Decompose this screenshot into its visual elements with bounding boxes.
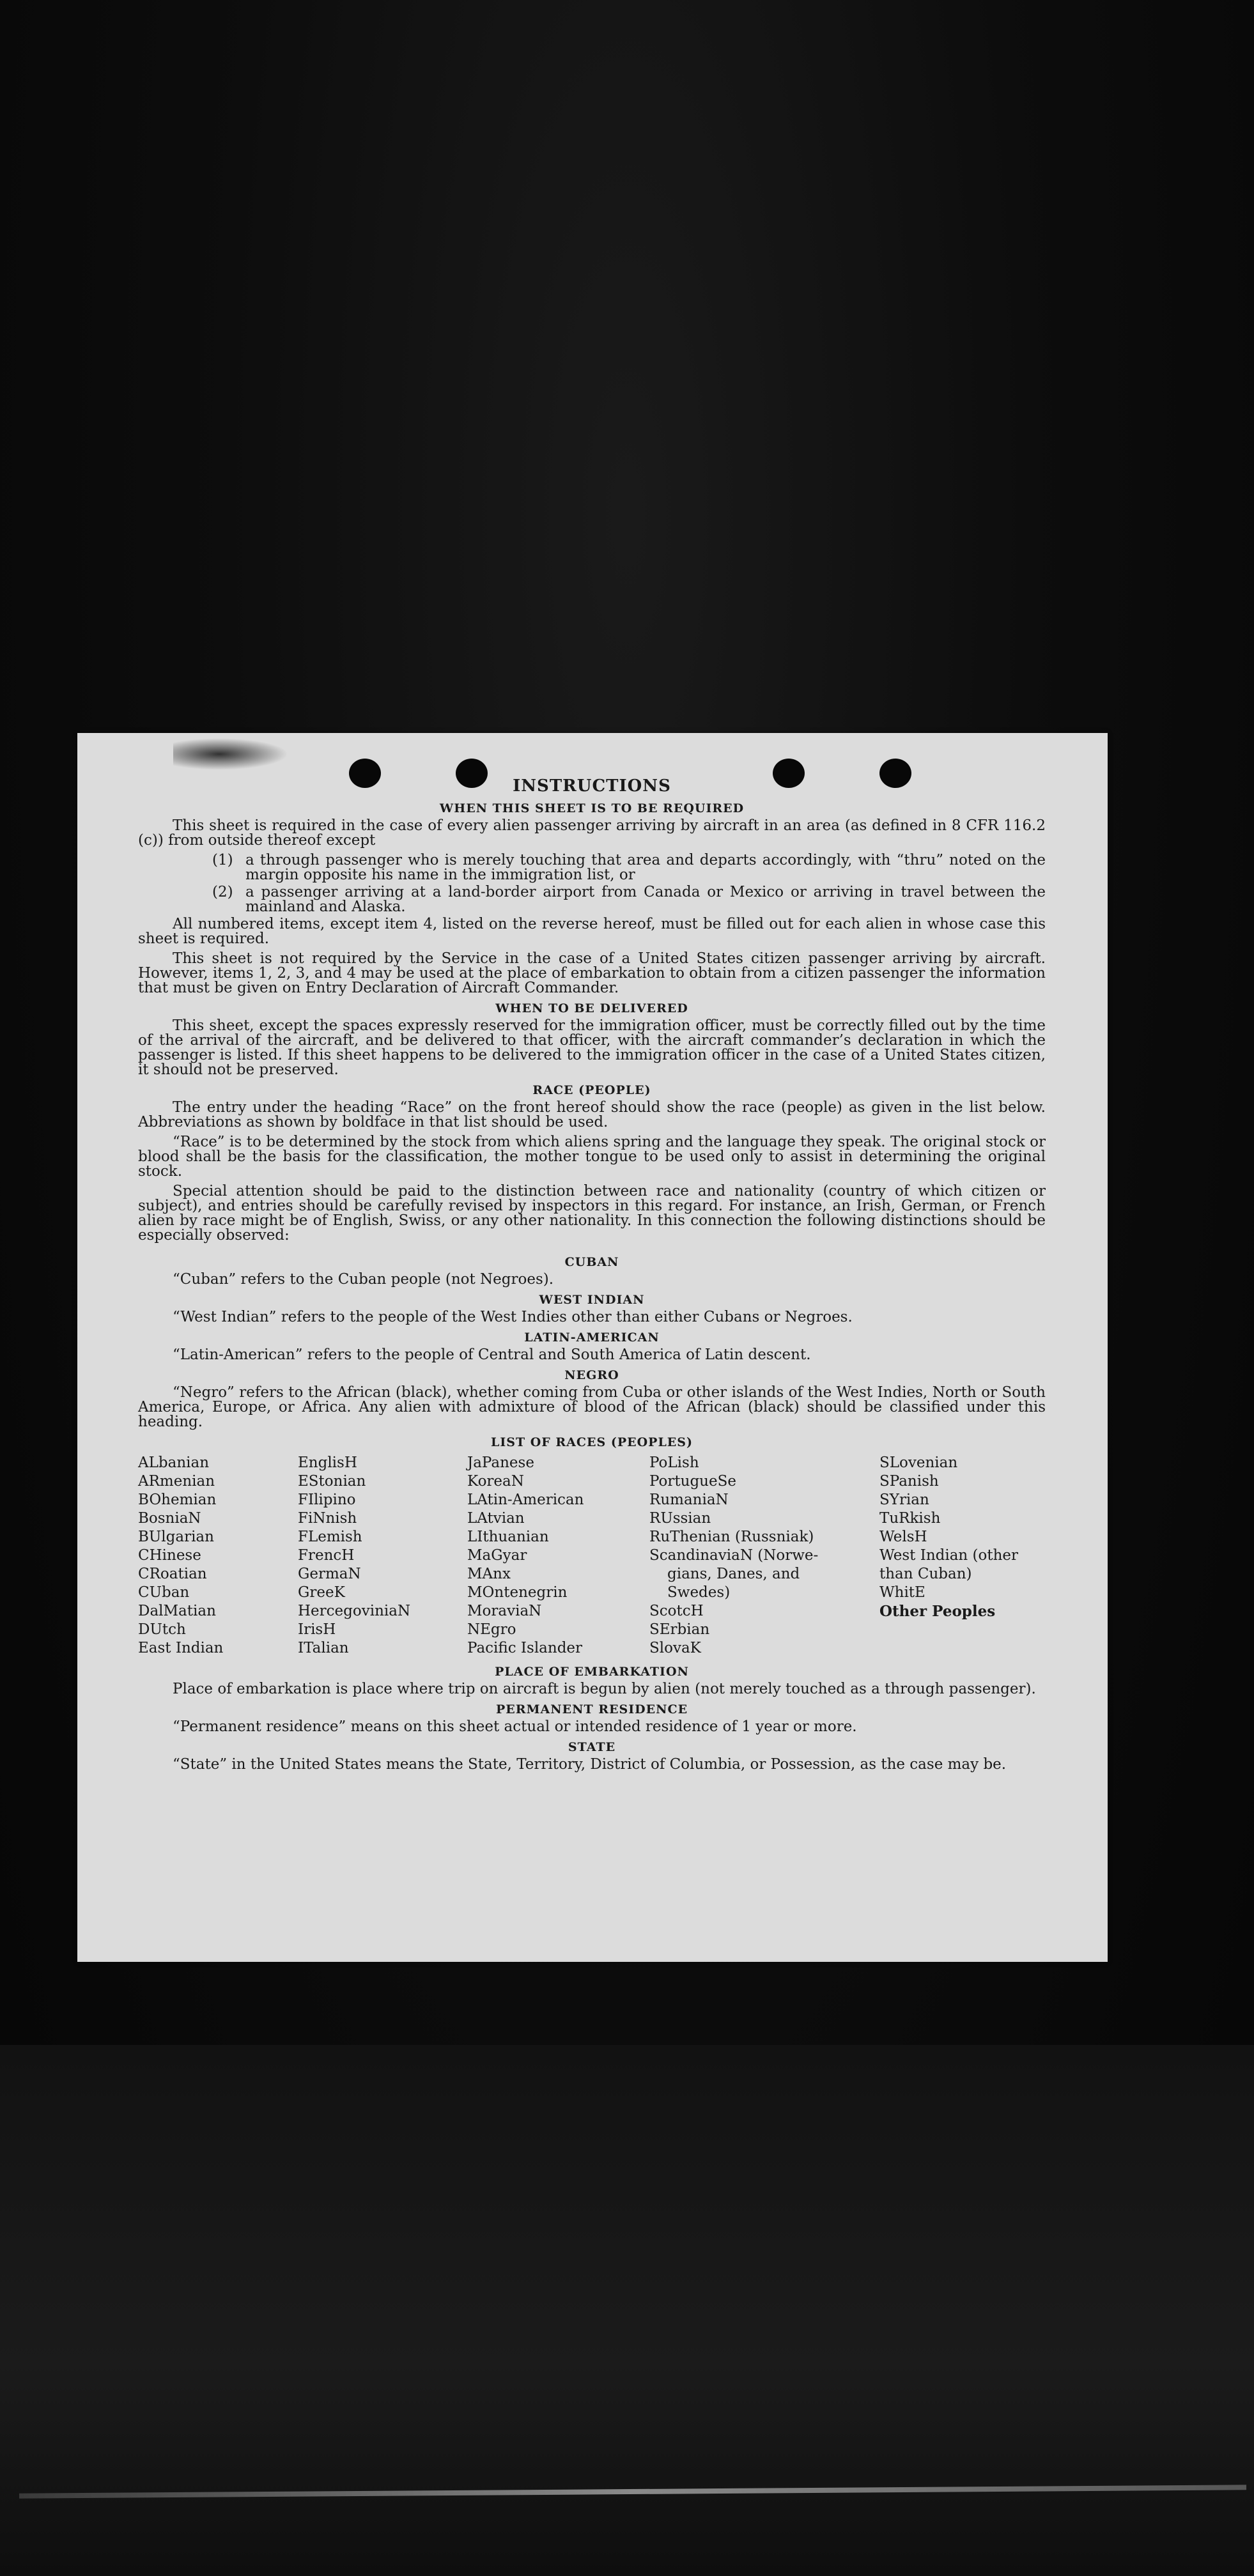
race-entry: East Indian	[138, 1640, 224, 1656]
paragraph-race-1: The entry under the heading “Race” on the front hereof should show the race (people) as given in the list below. Abbreviations as shown by boldface in that list should be used.	[138, 1099, 1046, 1130]
race-entry: ScandinaviaN (Norwe-	[649, 1547, 819, 1564]
race-entry: PortugueSe	[649, 1473, 736, 1490]
race-entry: EStonian	[298, 1473, 366, 1490]
paragraph-cuban: “Cuban” refers to the Cuban people (not Negroes).	[173, 1271, 554, 1288]
race-entry: DUtch	[138, 1621, 186, 1638]
race-entry: BosniaN	[138, 1510, 201, 1527]
race-entry: MaGyar	[467, 1547, 527, 1564]
section-heading-west-indian: WEST INDIAN	[539, 1293, 645, 1307]
paragraph-west-indian: “West Indian” refers to the people of the West Indies other than either Cubans or Negroes.	[173, 1309, 853, 1325]
races-column-5	[879, 1454, 1046, 1658]
paragraph-state: “State” in the United States means the State, Territory, District of Columbia, or Possession, as the case may be.	[173, 1756, 1007, 1773]
race-entry: LIthuanian	[467, 1529, 549, 1545]
races-list	[138, 1454, 1046, 1658]
race-entry: GermaN	[298, 1566, 361, 1582]
race-entry: FIlipino	[298, 1492, 356, 1508]
list-item	[212, 853, 1046, 883]
section-heading-list-of-races: LIST OF RACES (PEOPLES)	[491, 1435, 693, 1449]
section-heading-when-required: WHEN THIS SHEET IS TO BE REQUIRED	[439, 801, 745, 815]
race-entry: LAtin-American	[467, 1492, 584, 1508]
paragraph-permanent-residence: “Permanent residence” means on this sheet actual or intended residence of 1 year or more.	[173, 1718, 857, 1735]
race-entry: RuThenian (Russniak)	[649, 1529, 814, 1545]
race-entry: than Cuban)	[879, 1566, 972, 1582]
race-entry: JaPanese	[467, 1454, 534, 1471]
section-heading-latin-american: LATIN-AMERICAN	[524, 1330, 660, 1345]
race-entry: CRoatian	[138, 1566, 207, 1582]
race-entry: West Indian (other	[879, 1547, 1019, 1564]
race-entry: MoraviaN	[467, 1603, 542, 1619]
race-entry: SErbian	[649, 1621, 710, 1638]
race-entry: Pacific Islander	[467, 1640, 583, 1656]
race-entry: FiNnish	[298, 1510, 357, 1527]
race-entry: GreeK	[298, 1584, 345, 1601]
paragraph-when-required-intro: This sheet is required in the case of every alien passenger arriving by aircraft in an area (as defined in 8 CFR 116.2 (c)) from outside thereof except	[138, 817, 1046, 849]
race-entry: HercegoviniaN	[298, 1603, 411, 1619]
race-entry: EnglisH	[298, 1454, 357, 1471]
races-column-1	[138, 1454, 298, 1658]
race-entry: PoLish	[649, 1454, 699, 1471]
race-entry: SPanish	[879, 1473, 939, 1490]
race-entry: IrisH	[298, 1621, 336, 1638]
race-entry: ScotcH	[649, 1603, 704, 1619]
race-entry: SYrian	[879, 1492, 929, 1508]
race-entry: DalMatian	[138, 1603, 216, 1619]
races-column-2	[298, 1454, 467, 1658]
races-column-3	[467, 1454, 649, 1658]
race-entry: CHinese	[138, 1547, 201, 1564]
item-text: a passenger arriving at a land-border airport from Canada or Mexico or arriving in travel between the mainland and Alaska.	[245, 884, 1046, 915]
paragraph-latin-american: “Latin-American” refers to the people of Central and South America of Latin descent.	[173, 1346, 811, 1363]
instructions-content	[138, 776, 1046, 1777]
paragraph-when-delivered: This sheet, except the spaces expressly reserved for the immigration officer, must be correctly filled out by the time of the arrival of the aircraft, and be delivered to that officer, with the aircraft commander’s declaration in which the passenger is listed. If this sheet happens to be delivered to the immigration officer in the case of a United States citizen, it should not be preserved.	[138, 1017, 1046, 1078]
item-number: (1)	[212, 852, 233, 868]
race-entry: CUban	[138, 1584, 190, 1601]
race-entry: BOhemian	[138, 1492, 217, 1508]
paragraph-place-of-embarkation: Place of embarkation is place where trip on aircraft is begun by alien (not merely touched as a through passenger).	[173, 1681, 1036, 1697]
race-entry: Swedes)	[667, 1584, 731, 1601]
section-heading-race: RACE (PEOPLE)	[532, 1083, 651, 1097]
item-number: (2)	[212, 884, 233, 900]
page-title: INSTRUCTIONS	[513, 776, 671, 796]
race-entry: RumaniaN	[649, 1492, 729, 1508]
race-entry: WhitE	[879, 1584, 925, 1601]
race-entry: SLovenian	[879, 1454, 958, 1471]
paragraph-race-3: Special attention should be paid to the distinction between race and nationality (country of which citizen or subject), and entries should be carefully revised by inspectors in this regard. For instance, an Irish, German, or French alien by race might be of English, Swiss, or any other nationality. In this connection the following distinctions should be especially observed:	[138, 1183, 1046, 1244]
ink-smudge	[173, 738, 288, 770]
race-entry: ARmenian	[138, 1473, 215, 1490]
race-entry: Other Peoples	[879, 1603, 996, 1620]
section-heading-state: STATE	[568, 1740, 616, 1754]
race-entry: RUssian	[649, 1510, 711, 1527]
document-page	[77, 733, 1108, 1962]
race-entry: TuRkish	[879, 1510, 941, 1527]
section-heading-cuban: CUBAN	[564, 1255, 619, 1269]
item-text: a through passenger who is merely touching that area and departs accordingly, with “thru” noted on the margin opposite his name in the immigration list, or	[245, 852, 1046, 883]
list-item	[212, 885, 1046, 914]
paragraph-citizen-passenger: This sheet is not required by the Service in the case of a United States citizen passenger arriving by aircraft. However, items 1, 2, 3, and 4 may be used at the place of embarkation to obtain from a citizen passenger the information that must be given on Entry Declaration of Aircraft Commander.	[138, 950, 1046, 996]
race-entry: NEgro	[467, 1621, 516, 1638]
race-entry: SlovaK	[649, 1640, 701, 1656]
races-column-4	[649, 1454, 879, 1658]
section-heading-negro: NEGRO	[564, 1368, 619, 1382]
race-entry: BUlgarian	[138, 1529, 214, 1545]
race-entry: FrencH	[298, 1547, 355, 1564]
race-entry: ALbanian	[138, 1454, 210, 1471]
section-heading-when-delivered: WHEN TO BE DELIVERED	[495, 1001, 688, 1015]
race-entry: MOntenegrin	[467, 1584, 568, 1601]
race-entry: MAnx	[467, 1566, 511, 1582]
paragraph-race-2: “Race” is to be determined by the stock from which aliens spring and the language they speak. The original stock or blood shall be the basis for the classification, the mother tongue to be used only to assist in determining the original stock.	[138, 1134, 1046, 1180]
paragraph-negro: “Negro” refers to the African (black), whether coming from Cuba or other islands of the West Indies, North or South America, Europe, or Africa. Any alien with admixture of blood of the African (black) should be classified under this heading.	[138, 1384, 1046, 1430]
paragraph-numbered-items: All numbered items, except item 4, listed on the reverse hereof, must be filled out for each alien in whose case this sheet is required.	[138, 916, 1046, 947]
race-entry: gians, Danes, and	[667, 1566, 800, 1582]
race-entry: KoreaN	[467, 1473, 524, 1490]
race-entry: LAtvian	[467, 1510, 525, 1527]
race-entry: ITalian	[298, 1640, 349, 1656]
race-entry: FLemish	[298, 1529, 362, 1545]
section-heading-place-of-embarkation: PLACE OF EMBARKATION	[495, 1665, 689, 1679]
section-heading-permanent-residence: PERMANENT RESIDENCE	[495, 1702, 688, 1716]
race-entry: WelsH	[879, 1529, 927, 1545]
